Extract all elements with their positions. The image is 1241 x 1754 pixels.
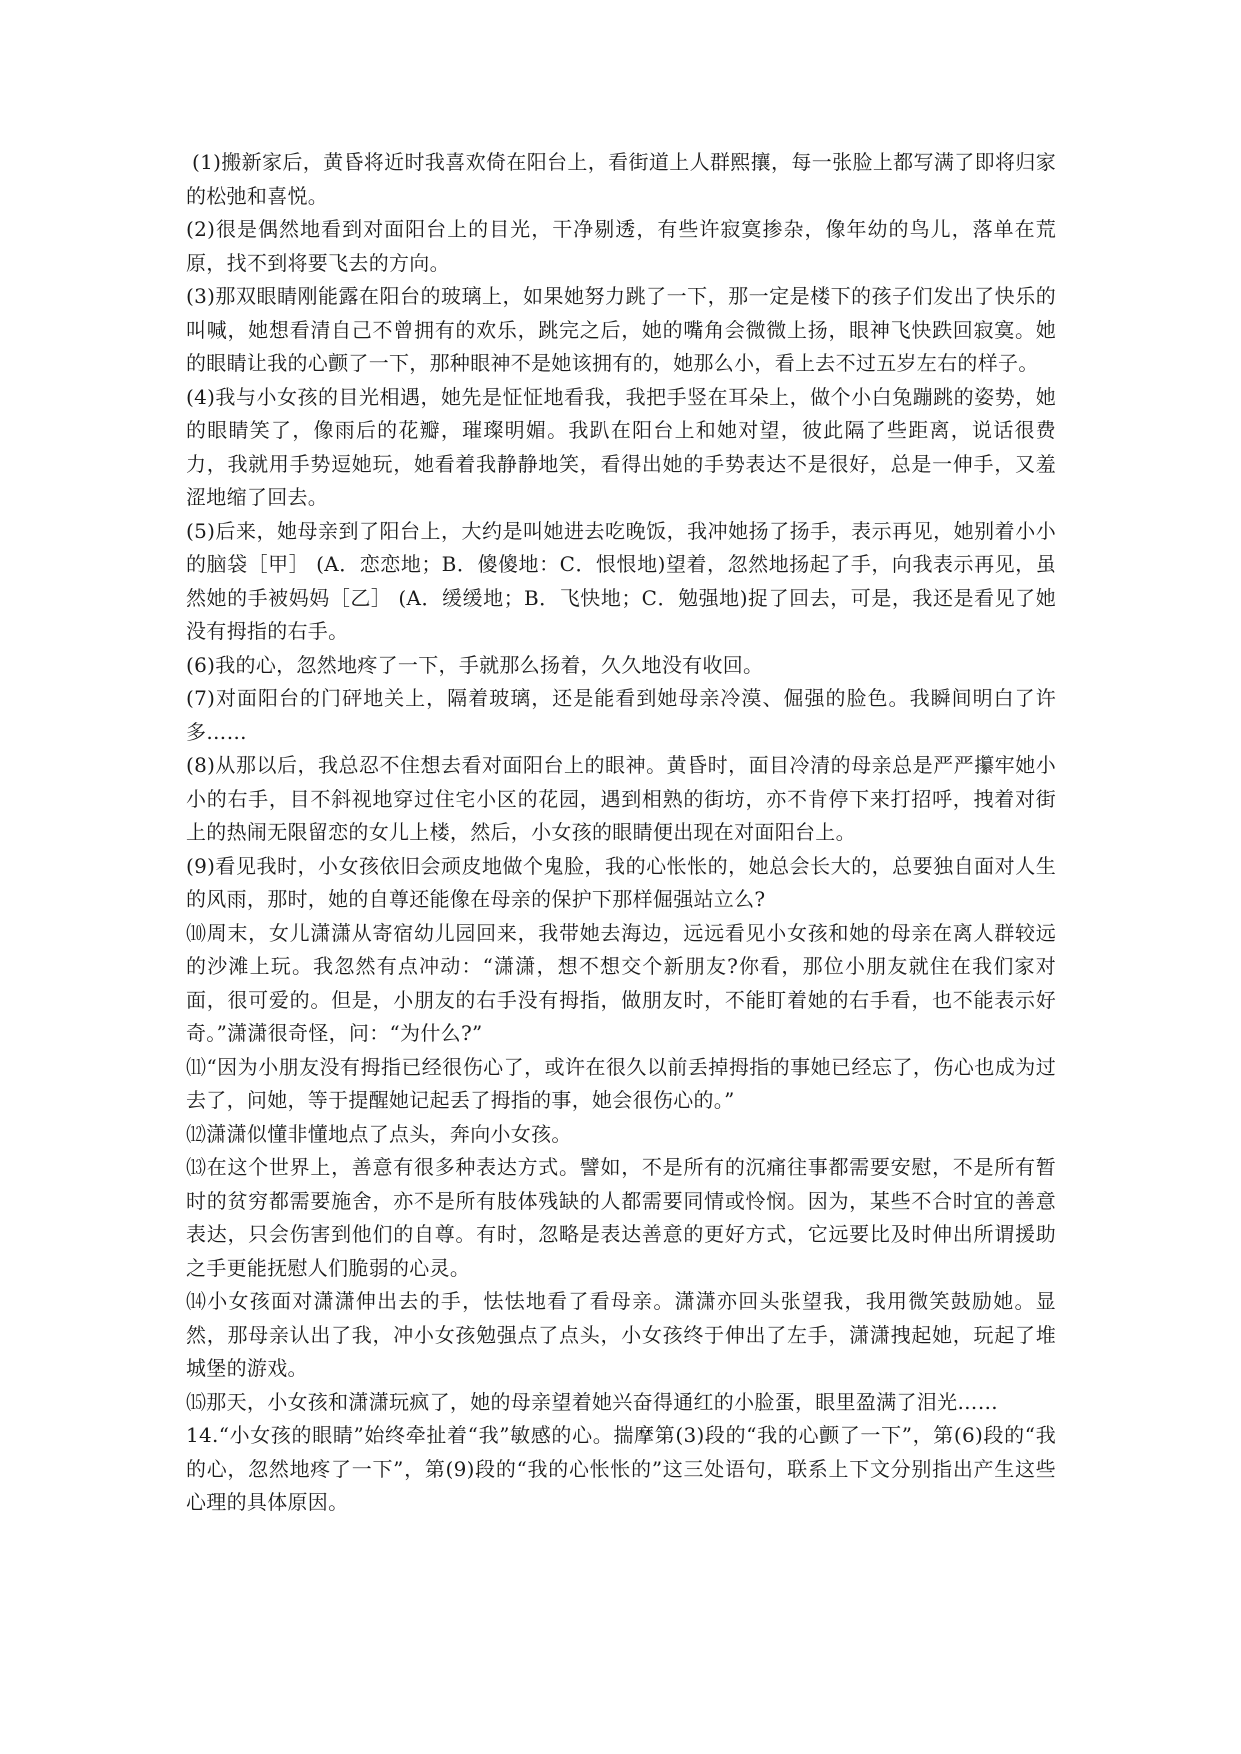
question-14: 14.“小女孩的眼睛”始终牵扯着“我”敏感的心。揣摩第(3)段的“我的心颤了一下”，第(6)段的“我的心，忽然地疼了一下”，第(9)段的“我的心怅怅的”这三处语句，联系上下文分别指出产生这些心理的具体原因。 xyxy=(186,1423,1056,1514)
paragraph-13: ⒀在这个世界上，善意有很多种表达方式。譬如，不是所有的沉痛往事都需要安慰，不是所有暂时的贫穷都需要施舍，亦不是所有肢体残缺的人都需要同情或怜悯。因为，某些不合时宜的善意表达，只会伤害到他们的自尊。有时，忽略是表达善意的更好方式，它远要比及时伸出所谓援助之手更能抚慰人们脆弱的心灵。 xyxy=(186,1155,1056,1280)
document-body xyxy=(186,146,1056,1520)
paragraph-10: ⑽周末，女儿潇潇从寄宿幼儿园回来，我带她去海边，远远看见小女孩和她的母亲在离人群较远的沙滩上玩。我忽然有点冲动：“潇潇，想不想交个新朋友?你看，那位小朋友就住在我们家对面，很可爱的。但是，小朋友的右手没有拇指，做朋友时，不能盯着她的右手看，也不能表示好奇。”潇潇很奇怪，问：“为什么?” xyxy=(186,920,1056,1045)
paragraph-12: ⑿潇潇似懂非懂地点了点头，奔向小女孩。 xyxy=(186,1121,572,1146)
paragraph-6: (6)我的心，忽然地疼了一下，手就那么扬着，久久地没有收回。 xyxy=(186,652,764,677)
paragraph-11: ⑾“因为小朋友没有拇指已经很伤心了，或许在很久以前丢掉拇指的事她已经忘了，伤心也成为过去了，问她，等于提醒她记起丢了拇指的事，她会很伤心的。” xyxy=(186,1054,1056,1112)
paragraph-9: (9)看见我时，小女孩依旧会顽皮地做个鬼脸，我的心怅怅的，她总会长大的，总要独自面对人生的风雨，那时，她的自尊还能像在母亲的保护下那样倔强站立么? xyxy=(186,853,1056,911)
paragraph-1: (1)搬新家后，黄昏将近时我喜欢倚在阳台上，看街道上人群熙攘，每一张脸上都写满了即将归家的松弛和喜悦。 xyxy=(186,150,1056,208)
paragraph-5: (5)后来，她母亲到了阳台上，大约是叫她进去吃晚饭，我冲她扬了扬手，表示再见，她别着小小的脑袋［甲］ (A．恋恋地；B．傻傻地：C．恨恨地)望着，忽然地扬起了手，向我表示再见，虽然她的手被妈妈［乙］ (A．缓缓地；B．飞快地；C．勉强地)捉了回去，可是，我还是看见了她没有拇指的右手。 xyxy=(186,518,1056,643)
paragraph-3: (3)那双眼睛刚能露在阳台的玻璃上，如果她努力跳了一下，那一定是楼下的孩子们发出了快乐的叫喊，她想看清自己不曾拥有的欢乐，跳完之后，她的嘴角会微微上扬，眼神飞快跌回寂寞。她的眼睛让我的心颤了一下，那种眼神不是她该拥有的，她那么小，看上去不过五岁左右的样子。 xyxy=(186,284,1056,375)
paragraph-4: (4)我与小女孩的目光相遇，她先是怔怔地看我，我把手竖在耳朵上，做个小白兔蹦跳的姿势，她的眼睛笑了，像雨后的花瓣，璀璨明媚。我趴在阳台上和她对望，彼此隔了些距离，说话很费力，我就用手势逗她玩，她看着我静静地笑，看得出她的手势表达不是很好，总是一伸手，又羞涩地缩了回去。 xyxy=(186,384,1056,509)
paragraph-8: (8)从那以后，我总忍不住想去看对面阳台上的眼神。黄昏时，面目冷清的母亲总是严严攥牢她小小的右手，目不斜视地穿过住宅小区的花园，遇到相熟的街坊，亦不肯停下来打招呼，拽着对街上的热闹无限留恋的女儿上楼，然后，小女孩的眼睛便出现在对面阳台上。 xyxy=(186,753,1056,844)
paragraph-15: ⒂那天，小女孩和潇潇玩疯了，她的母亲望着她兴奋得通红的小脸蛋，眼里盈满了泪光…… xyxy=(186,1389,998,1414)
paragraph-14: ⒁小女孩面对潇潇伸出去的手，怯怯地看了看母亲。潇潇亦回头张望我，我用微笑鼓励她。显然，那母亲认出了我，冲小女孩勉强点了点头，小女孩终于伸出了左手，潇潇拽起她，玩起了堆城堡的游戏。 xyxy=(186,1289,1056,1380)
paragraph-2: (2)很是偶然地看到对面阳台上的目光，干净剔透，有些许寂寞掺杂，像年幼的鸟儿，落单在荒原，找不到将要飞去的方向。 xyxy=(186,217,1056,275)
paragraph-7: (7)对面阳台的门砰地关上，隔着玻璃，还是能看到她母亲冷漠、倔强的脸色。我瞬间明白了许多…… xyxy=(186,686,1056,744)
